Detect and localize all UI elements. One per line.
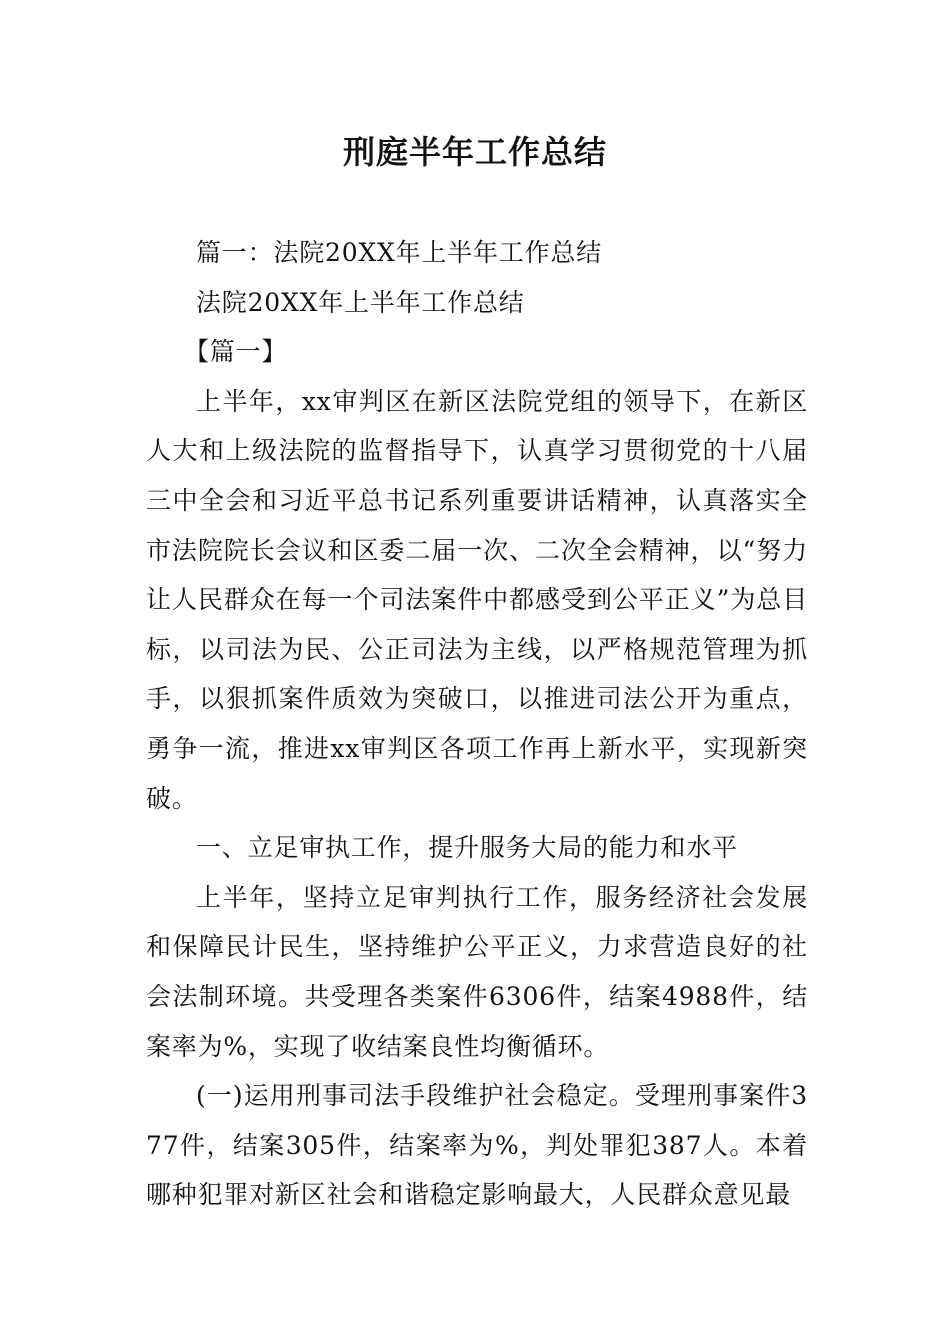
- paragraph-section-marker: 【篇一】: [184, 337, 288, 367]
- paragraph-heading-part-one: 篇一：法院20XX年上半年工作总结: [196, 238, 603, 267]
- paragraph-criminal-cases: (一)运用刑事司法手段维护社会稳定。受理刑事案件377件，结案305件，结案率为%，判处罪犯387人。本着哪种犯罪对新区社会和谐稳定影响最大，人民群众意见最: [146, 1081, 808, 1210]
- paragraph-subtitle: 法院20XX年上半年工作总结: [196, 287, 525, 317]
- document-title: 刑庭半年工作总结: [342, 133, 607, 171]
- document-body: [146, 228, 808, 1220]
- paragraph-intro: 上半年，xx审判区在新区法院党组的领导下，在新区人大和上级法院的监督指导下，认真学习贯彻党的十八届三中全会和习近平总书记系列重要讲话精神，认真落实全市法院院长会议和区委二届一次、二次全会精神，以“努力让人民群众在每一个司法案件中都感受到公平正义”为总目标，以司法为民、公正司法为主线，以严格规范管理为抓手，以狠抓案件质效为突破口，以推进司法公开为重点，勇争一流，推进xx审判区各项工作再上新水平，实现新突破。: [146, 386, 808, 813]
- paragraph-section-heading-one: 一、立足审执工作，提升服务大局的能力和水平: [196, 833, 738, 863]
- paragraph-case-summary: 上半年，坚持立足审判执行工作，服务经济社会发展和保障民计民生，坚持维护公平正义，力求营造良好的社会法制环境。共受理各类案件6306件，结案4988件，结案率为%，实现了收结案良性均衡循环。: [146, 882, 808, 1061]
